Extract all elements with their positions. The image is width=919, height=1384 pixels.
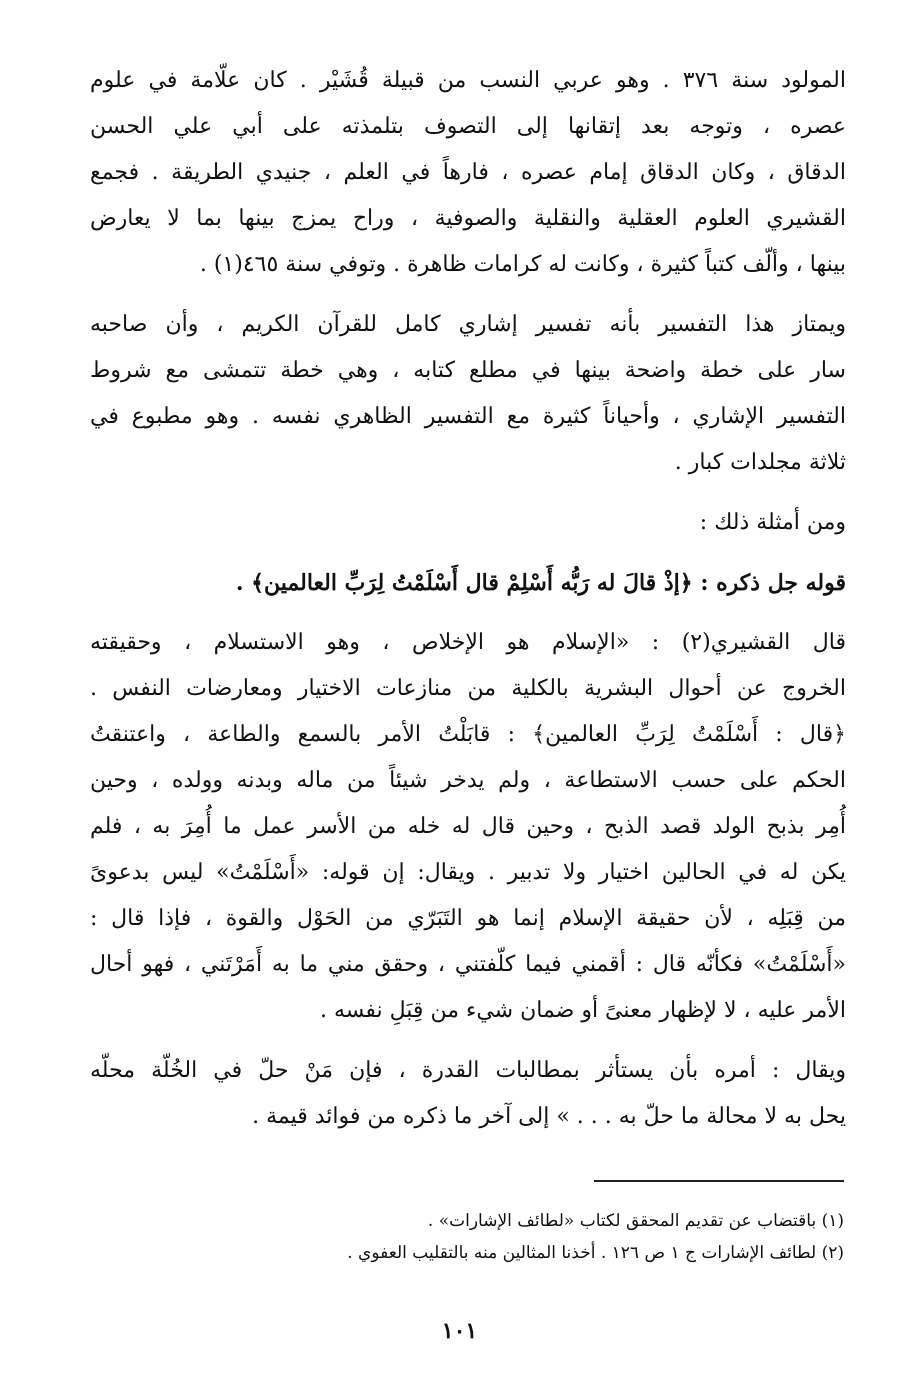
paragraph-quran-verse	[90, 560, 846, 606]
text-line: بينها ، وألّف كتباً كثيرة ، وكانت له كرامات ظاهرة . وتوفي سنة ٤٦٥(١) .	[199, 252, 846, 277]
text-line: ويمتاز هذا التفسير بأنه تفسير إشاري كامل للقرآن الكريم ، وأن صاحبه	[90, 312, 846, 337]
text-line: المولود سنة ٣٧٦ . وهو عربي النسب من قبيلة قُشَيْر . كان علّامة في علوم	[90, 68, 846, 93]
paragraph-closing	[90, 1048, 846, 1140]
text-line: «أَسْلَمْتُ» فكأنّه قال : أقمني فيما كلّفتني ، وحقق مني ما به أَمَرْتَني ، فهو أحال	[90, 952, 846, 977]
page-body	[90, 58, 846, 1154]
text-line: الدقاق ، وكان الدقاق إمام عصره ، فارهاً في العلم ، جنيدي الطريقة . فجمع	[90, 160, 846, 185]
text-line: التفسير الإشاري ، وأحياناً كثيرة مع التفسير الظاهري نفسه . وهو مطبوع في	[90, 404, 846, 429]
text-line: يكن له في الحالين اختيار ولا تدبير . ويقال: إن قوله: «أَسْلَمْتُ» ليس بدعوىً	[90, 860, 846, 885]
paragraph-qushayri-quote	[90, 620, 846, 1034]
paragraph-examples-intro	[90, 500, 846, 546]
text-line: الخروج عن أحوال البشرية بالكلية من منازعات الاختيار ومعارضات النفس .	[90, 676, 846, 701]
text-line: قال القشيري(٢) : «الإسلام هو الإخلاص ، وهو الاستسلام ، وحقيقته	[90, 630, 846, 655]
paragraph-tafsir-features	[90, 302, 846, 486]
paragraph-biography	[90, 58, 846, 288]
text-line: ثلاثة مجلدات كبار .	[674, 450, 846, 475]
footnote-1: (١) باقتضاب عن تقديم المحقق لكتاب «لطائف الإشارات» .	[427, 1211, 844, 1231]
text-line: أُمِر بذبح الولد قصد الذبح ، وحين قال له خله من الأسر عمل ما أُمِرَ به ، فلم	[90, 814, 846, 839]
text-line: سار على خطة واضحة بينها في مطلع كتابه ، وهي خطة تتمشى مع شروط	[90, 358, 846, 383]
text-line: ويقال : أمره بأن يستأثر بمطالبات القدرة ، فإن مَنْ حلّ في الخُلّة محلّه	[90, 1058, 846, 1083]
text-line: ﴿قال : أَسْلَمْتُ لِرَبِّ العالمين﴾ : قابَلْتُ الأمر بالسمع والطاعة ، واعتنقتُ	[90, 722, 846, 747]
text-line: ومن أمثلة ذلك :	[699, 510, 846, 535]
footnote-2: (٢) لطائف الإشارات ج ١ ص ١٢٦ . أخذنا المثالين منه بالتقليب العفوي .	[347, 1243, 844, 1263]
text-line: عصره ، وتوجه بعد إتقانها إلى التصوف بتلمذته على أبي علي الحسن	[90, 114, 846, 139]
footnotes	[144, 1205, 844, 1269]
text-line: من قِبَلِه ، لأن حقيقة الإسلام إنما هو التَبَرّي من الحَوْل والقوة ، فإذا قال :	[90, 906, 846, 931]
text-line: الأمر عليه ، لا لإظهار معنىً أو ضمان شيء من قِبَلِ نفسه .	[319, 998, 846, 1023]
text-line: الحكم على حسب الاستطاعة ، ولم يدخر شيئاً من ماله وبدنه وولده ، وحين	[90, 768, 846, 793]
footnote-divider	[594, 1180, 844, 1182]
text-line: قوله جل ذكره : ﴿إذْ قالَ له رَبُّه أَسْلِمْ قال أَسْلَمْتُ لِرَبِّ العالمين﴾ .	[235, 570, 846, 596]
text-line: يحل به لا محالة ما حلّ به . . . » إلى آخر ما ذكره من فوائد قيمة .	[252, 1104, 846, 1129]
page-number: ١٠١	[441, 1318, 478, 1344]
text-line: القشيري العلوم العقلية والنقلية والصوفية ، وراح يمزج بينها بما لا يعارض	[90, 206, 847, 231]
